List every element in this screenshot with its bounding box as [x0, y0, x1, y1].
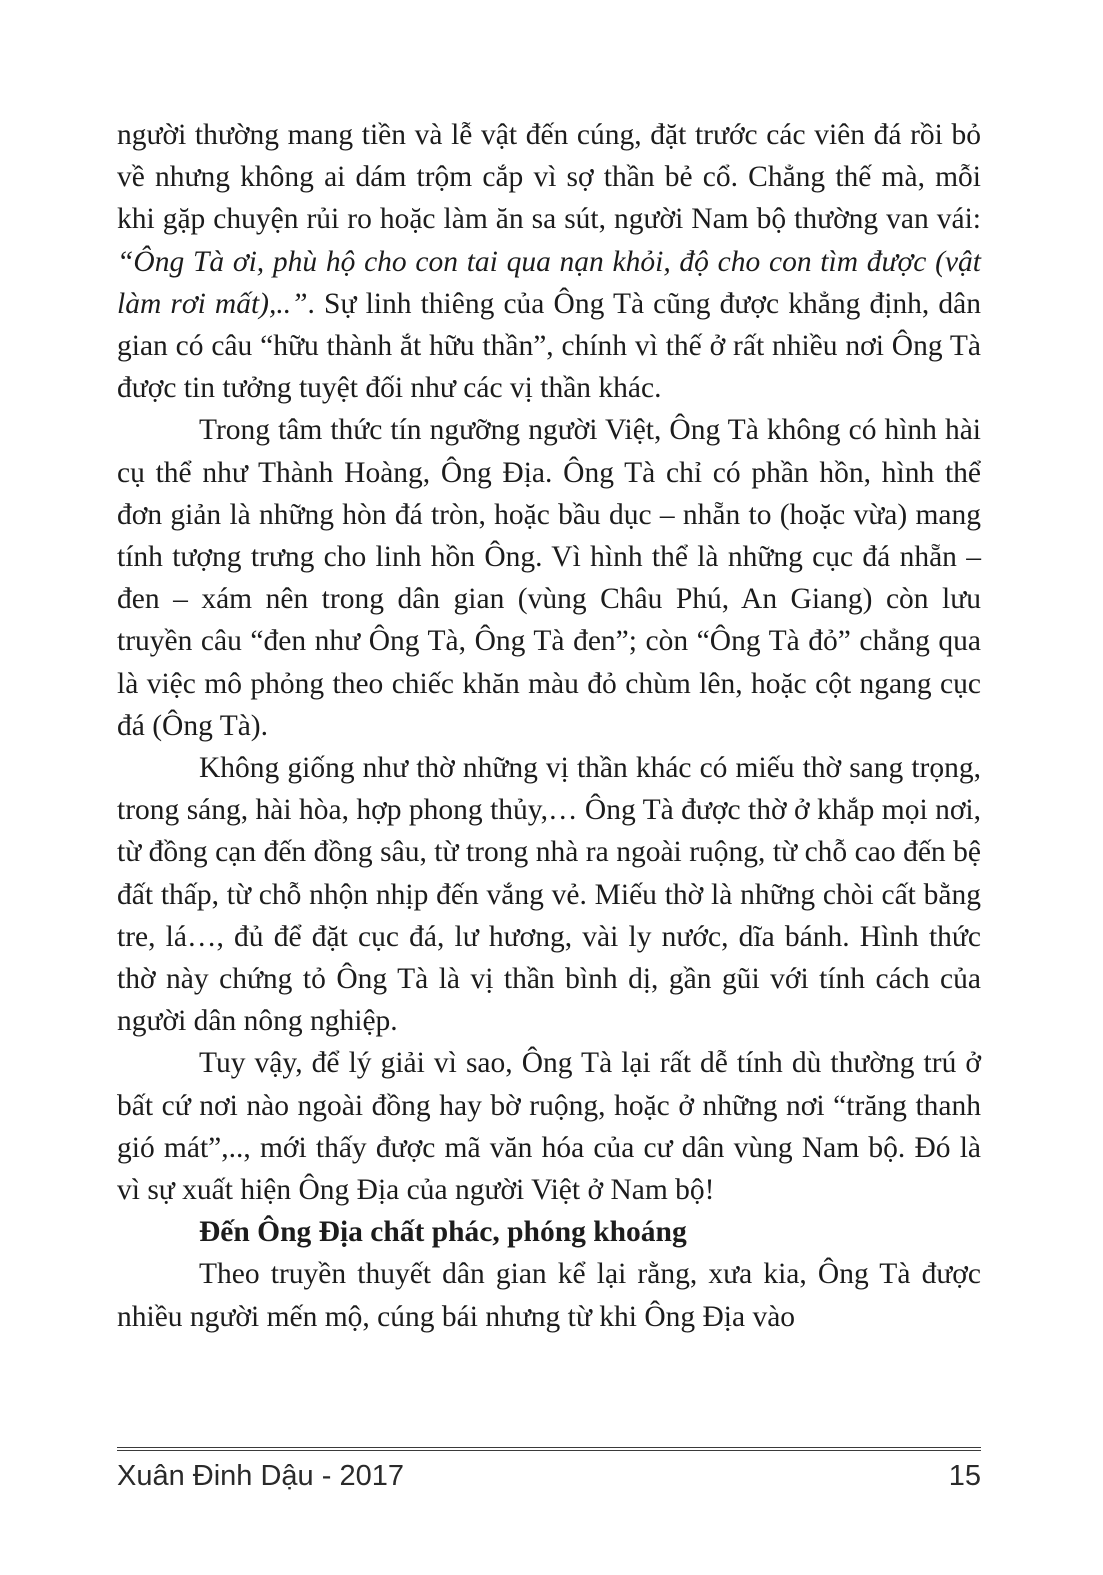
footer-rule — [117, 1447, 981, 1451]
prayer-quote: “Ông Tà ơi, phù hộ cho con tai qua nạn khỏi, độ cho con tìm được (vật làm rơi mất),..” — [117, 245, 981, 320]
page-footer — [117, 1456, 981, 1496]
publication-title: Xuân Đinh Dậu - 2017 — [117, 1460, 404, 1492]
section-heading: Đến Ông Địa chất phác, phóng khoáng — [199, 1216, 687, 1249]
paragraph-2: Trong tâm thức tín ngưỡng người Việt, Ông Tà không có hình hài cụ thể như Thành Hoàng, Ông Địa. Ông Tà chỉ có phần hồn, hình thể đơn giản là những hòn đá tròn, hoặc bầu dục – nhẵn to (hoặc vừa) mang tính tượng trưng cho linh hồn Ông. Vì hình thể là những cục đá nhẵn – đen – xám nên trong dân gian (vùng Châu Phú, An Giang) còn lưu truyền câu “đen như Ông Tà, Ông Tà đen”; còn “Ông Tà đỏ” chẳng qua là việc mô phỏng theo chiếc khăn màu đỏ chùm lên, hoặc cột ngang cục đá (Ông Tà). — [117, 414, 981, 742]
paragraph-5: Theo truyền thuyết dân gian kể lại rằng, xưa kia, Ông Tà được nhiều người mến mộ, cúng bái nhưng từ khi Ông Địa vào — [117, 1258, 981, 1333]
page-body — [117, 114, 981, 1338]
page-number: 15 — [948, 1460, 981, 1492]
paragraph-1 — [117, 114, 981, 409]
paragraph-3: Không giống như thờ những vị thần khác có miếu thờ sang trọng, trong sáng, hài hòa, hợp phong thủy,… Ông Tà được thờ ở khắp mọi nơi, từ đồng cạn đến đồng sâu, từ trong nhà ra ngoài ruộng, từ chỗ cao đến bệ đất thấp, từ chỗ nhộn nhịp đến vắng vẻ. Miếu thờ là những chòi cất bằng tre, lá…, đủ để đặt cục đá, lư hương, vài ly nước, dĩa bánh. Hình thức thờ này chứng tỏ Ông Tà là vị thần bình dị, gần gũi với tính cách của người dân nông nghiệp. — [117, 752, 981, 1038]
paragraph-1-text-end: . Sự linh thiêng của Ông Tà cũng được khẳng định, dân gian có câu “hữu thành ắt hữu thần”, chính vì thế ở rất nhiều nơi Ông Tà được tin tưởng tuyệt đối như các vị thần khác. — [117, 287, 981, 405]
paragraph-1-text-start: người thường mang tiền và lễ vật đến cúng, đặt trước các viên đá rồi bỏ về nhưng không ai dám trộm cắp vì sợ thần bẻ cổ. Chẳng thế mà, mỗi khi gặp chuyện rủi ro hoặc làm ăn sa sút, người Nam bộ thường van vái: — [117, 119, 981, 236]
paragraph-4: Tuy vậy, để lý giải vì sao, Ông Tà lại rất dễ tính dù thường trú ở bất cứ nơi nào ngoài đồng hay bờ ruộng, hoặc ở những nơi “trăng thanh gió mát”,.., mới thấy được mã văn hóa của cư dân vùng Nam bộ. Đó là vì sự xuất hiện Ông Địa của người Việt ở Nam bộ! — [117, 1047, 981, 1207]
